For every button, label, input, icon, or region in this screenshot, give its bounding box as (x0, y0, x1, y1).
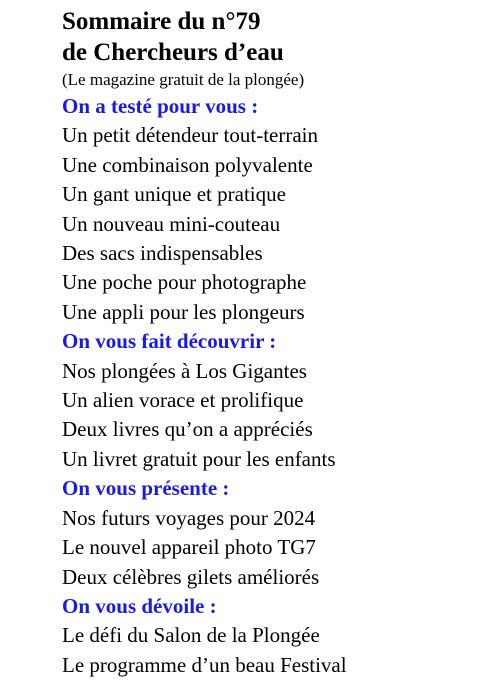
section-reveal (62, 592, 482, 680)
list-item: Le nouvel appareil photo TG7 (62, 535, 316, 560)
list-item: Nos futurs voyages pour 2024 (62, 505, 316, 530)
list-item: Une appli pour les plongeurs (62, 299, 305, 324)
list-discover (62, 357, 482, 475)
list-item: Une poche pour photographe (62, 270, 307, 295)
table-of-contents (62, 6, 482, 680)
list-item: Le défi du Salon de la Plongée (62, 623, 320, 648)
section-heading-reveal: On vous dévoile : (62, 593, 217, 618)
section-heading-discover: On vous fait découvrir : (62, 329, 277, 354)
list-item: Une combinaison polyvalente (62, 152, 313, 177)
title-line-1: Sommaire du n°79 (62, 8, 261, 35)
list-item: Un nouveau mini-couteau (62, 211, 281, 236)
list-item: Un gant unique et pratique (62, 182, 286, 207)
list-item: Un alien vorace et prolifique (62, 388, 304, 413)
subtitle: (Le magazine gratuit de la plongée) (62, 70, 305, 89)
list-item: Deux célèbres gilets améliorés (62, 564, 320, 589)
title-line-2: de Chercheurs d’eau (62, 39, 284, 66)
list-item: Un petit détendeur tout-terrain (62, 123, 318, 148)
list-reveal (62, 621, 482, 680)
list-item: Deux livres qu’on a appréciés (62, 417, 313, 442)
section-present (62, 474, 482, 592)
list-item: Des sacs indispensables (62, 241, 263, 266)
list-item: Un livret gratuit pour les enfants (62, 446, 336, 471)
section-heading-present: On vous présente : (62, 476, 230, 501)
section-discover (62, 327, 482, 474)
list-present (62, 504, 482, 592)
list-item: Le programme d’un beau Festival (62, 652, 347, 677)
list-item: Nos plongées à Los Gigantes (62, 358, 307, 383)
section-heading-tested: On a testé pour vous : (62, 94, 259, 118)
section-tested (62, 92, 482, 327)
list-tested (62, 121, 482, 327)
